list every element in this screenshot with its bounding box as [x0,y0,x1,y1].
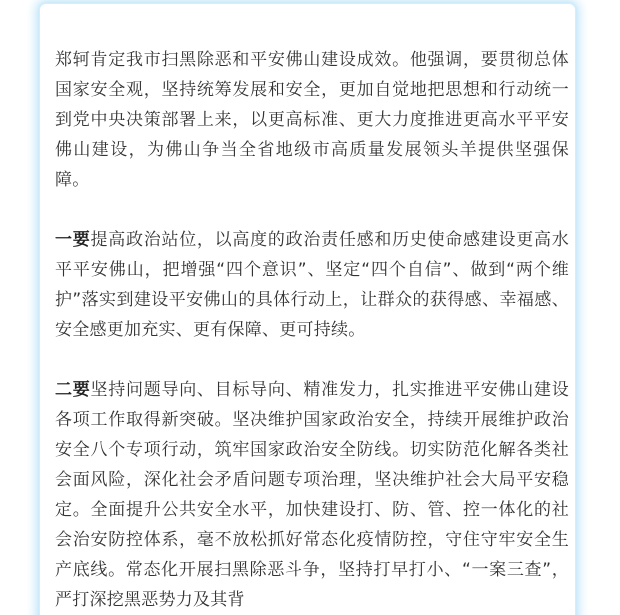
paragraph-lead: 一要 [55,230,91,250]
paragraph-lead: 二要 [55,380,91,400]
paragraph-text: 坚持问题导向、目标导向、精准发力，扎实推进平安佛山建设各项工作取得新突破。坚决维护国家政治安全，持续开展维护政治安全八个专项行动，筑牢国家政治安全防线。切实防范化解各类社会面风险，深化社会矛盾问题专项治理，坚决维护社会大局平安稳定。全面提升公共安全水平，加快建设打、防、管、控一体化的社会治安防控体系，毫不放松抓好常态化疫情防控，守住守牢安全生产底线。常态化开展扫黑除恶斗争，坚持打早打小、“一案三查”，严打深挖黑恶势力及其背 [55,380,570,610]
paragraph-3 [55,375,569,615]
paragraph-text: 提高政治站位，以高度的政治责任感和历史使命感建设更高水平平安佛山，把增强“四个意识”、坚定“四个自信”、做到“两个维护”落实到建设平安佛山的具体行动上，让群众的获得感、幸福感、安全感更加充实、更有保障、更可持续。 [55,230,570,340]
paragraph-1 [55,45,569,195]
article-body [55,45,569,615]
paragraph-text: 郑轲肯定我市扫黑除恶和平安佛山建设成效。他强调，要贯彻总体国家安全观，坚持统筹发展和安全，更加自觉地把思想和行动统一到党中央决策部署上来，以更高标准、更大力度推进更高水平平安佛山建设，为佛山争当全省地级市高质量发展领头羊提供坚强保障。 [55,50,569,190]
paragraph-2 [55,225,569,345]
